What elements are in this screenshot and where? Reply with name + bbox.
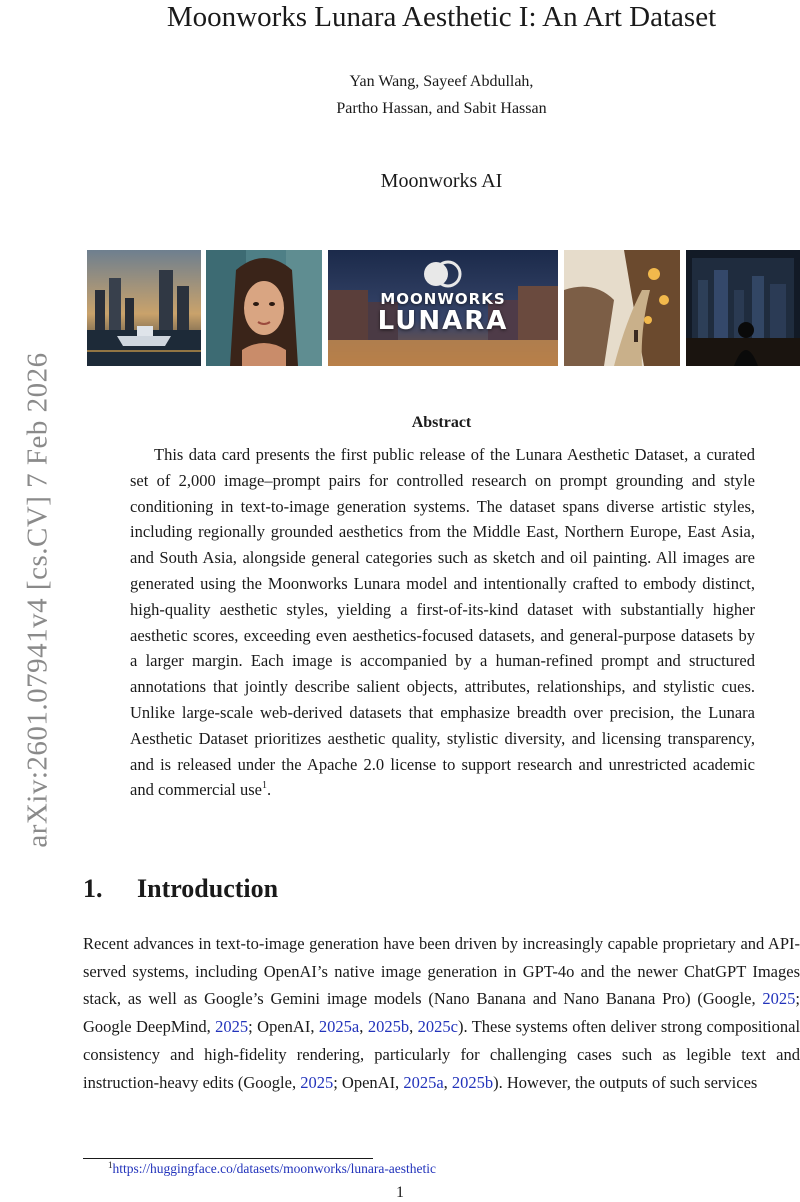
affiliation: Moonworks AI <box>380 170 503 192</box>
footnote-number: 1 <box>108 1160 113 1170</box>
image-portrait <box>206 250 322 366</box>
section-number: 1. <box>83 874 103 903</box>
arxiv-sidebar-stamp: arXiv:2601.07941v4 [cs.CV] 7 Feb 2026 <box>21 352 54 848</box>
citation-link[interactable]: 2025 <box>762 989 796 1009</box>
image-city-harbor <box>87 250 201 366</box>
abstract-period: . <box>266 780 272 800</box>
citation-link[interactable]: 2025a <box>403 1072 444 1092</box>
footnote <box>108 1161 436 1177</box>
footnote-url-link[interactable]: https://huggingface.co/datasets/moonworks/lunara-aesthetic <box>112 1161 437 1176</box>
section-heading-introduction <box>83 874 278 904</box>
intro-text: , <box>443 1072 452 1092</box>
intro-text: ). These systems often deliver strong compositional consistency and high-fidelity rendering, particularly for challenging cases such as legible text and instruction-heavy edits (Google, <box>83 1017 800 1092</box>
section-title: Introduction <box>137 874 279 903</box>
abstract-body-text: This data card presents the first public release of the Lunara Aesthetic Dataset, a curated set of 2,000 image–prompt pairs for controlled research on prompt grounding and style conditioning in text-to-image generation systems. The dataset spans diverse artistic styles, including regionally grounded aesthetics from the Middle East, Northern Europe, East Asia, and South Asia, alongside general categories such as sketch and oil painting. All images are generated using the Moonworks Lunara model and intentionally crafted to embody distinct, high-quality aesthetic styles, yielding a first-of-its-kind dataset with substantially higher aesthetic scores, exceeding even aesthetics-focused datasets, and general-purpose datasets by a larger margin. Each image is accompanied by a human-refined prompt and structured annotations that jointly describe salient objects, attributes, relationships, and stylistic cues. Unlike large-scale web-derived datasets that emphasize breadth over precision, the Lunara Aesthetic Dataset prioritizes aesthetic quality, stylistic diversity, and licensing transparency, and is released under the Apache 2.0 license to support research and unrestricted academic and commercial use <box>130 445 755 800</box>
author-line-1: Yan Wang, Sayeef Abdullah, <box>349 73 534 90</box>
image-night-window <box>686 250 800 366</box>
introduction-paragraph <box>83 930 800 1096</box>
image-lunara-logo-banner <box>328 250 558 366</box>
logo-lunara: LUNARA <box>377 306 509 336</box>
citation-link[interactable]: 2025b <box>451 1072 494 1092</box>
intro-text: ; OpenAI, <box>333 1072 404 1092</box>
image-coastal-path <box>564 250 680 366</box>
citation-link[interactable]: 2025c <box>417 1017 458 1037</box>
intro-text: ; Google DeepMind, <box>83 989 800 1037</box>
citation-link[interactable]: 2025 <box>215 1017 249 1037</box>
teaser-figure <box>0 250 800 368</box>
page-number: 1 <box>396 1184 404 1201</box>
abstract-text <box>130 442 755 803</box>
citation-link[interactable]: 2025 <box>300 1072 334 1092</box>
author-list <box>83 68 800 122</box>
footnote-marker[interactable]: 1 <box>261 780 267 792</box>
intro-text: Recent advances in text-to-image generation have been driven by increasingly capable proprietary and API-served systems, including OpenAI’s native image generation in GPT-4o and the newer ChatGPT Images stack, as well as Google’s Gemini image models (Nano Banana and Nano Banana Pro) (Google, <box>83 934 800 1009</box>
logo-moonworks: MOONWORKS <box>380 290 506 308</box>
intro-text: , <box>359 1017 368 1037</box>
abstract-heading: Abstract <box>411 414 472 431</box>
citation-link[interactable]: 2025b <box>367 1017 410 1037</box>
intro-text: ; OpenAI, <box>248 1017 319 1037</box>
intro-text: ). However, the outputs of such services <box>493 1072 758 1092</box>
paper-title: Moonworks Lunara Aesthetic I: An Art Dataset <box>166 1 717 33</box>
footnote-divider <box>83 1158 373 1159</box>
citation-link[interactable]: 2025a <box>318 1017 360 1037</box>
intro-text: , <box>409 1017 418 1037</box>
author-line-2: Partho Hassan, and Sabit Hassan <box>336 100 547 117</box>
